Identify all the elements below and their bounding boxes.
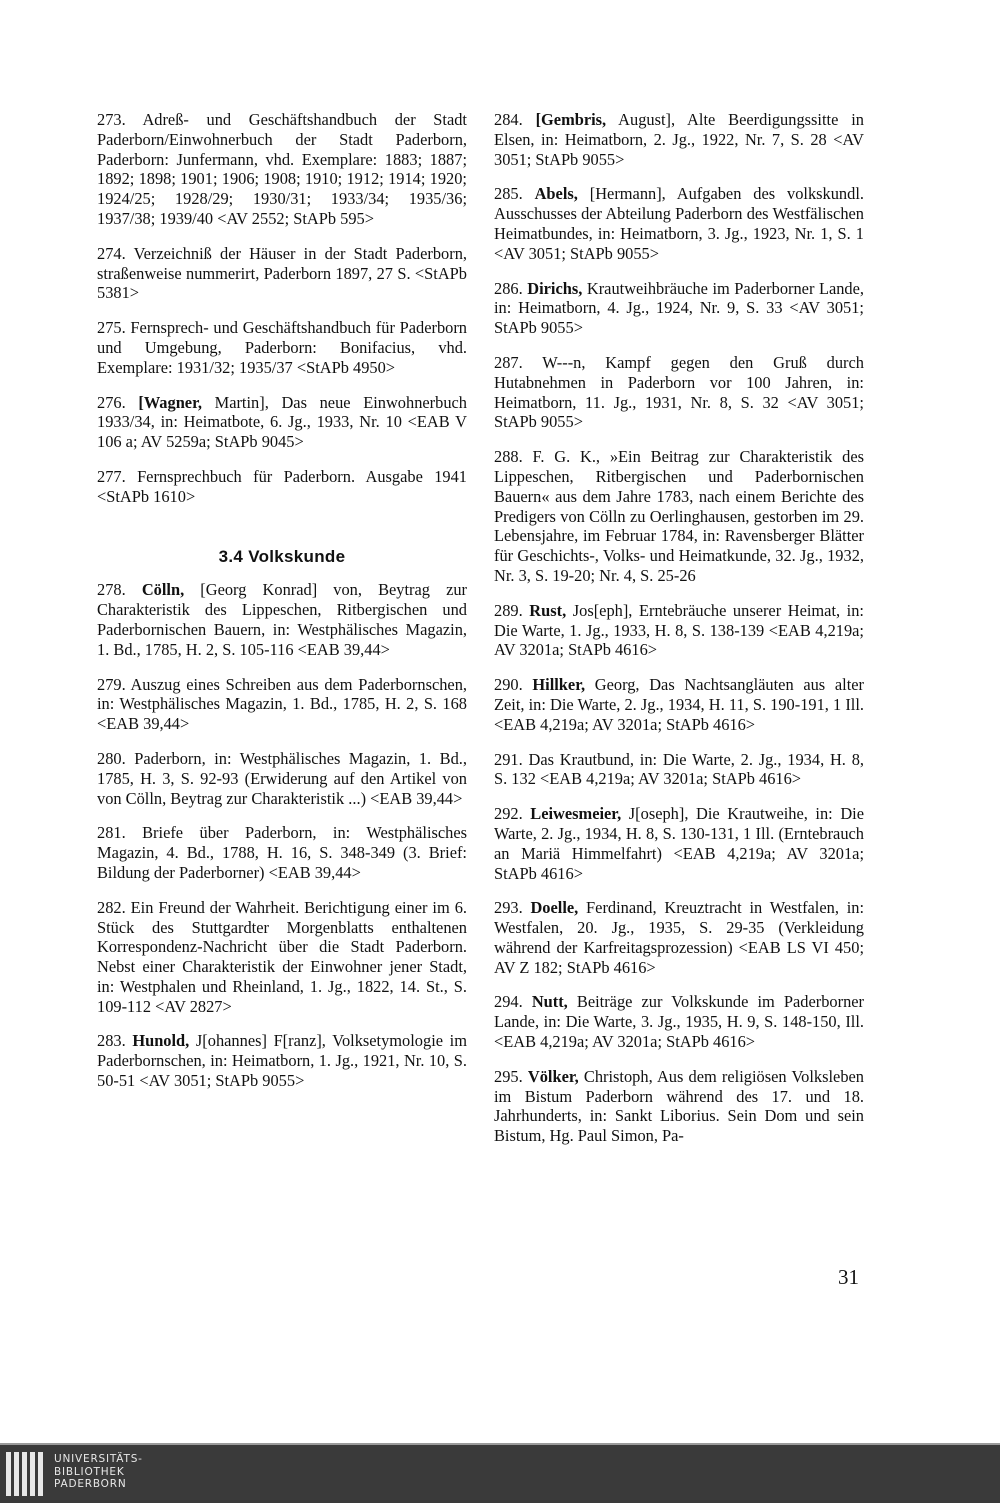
- entry-text: Verzeichniß der Häuser in der Stadt Paderborn, straßenweise nummerirt, Paderborn 1897, 27 S. <StAPb 5381>: [97, 243, 467, 303]
- entry-text: Fernsprech- und Geschäftshandbuch für Paderborn und Umgebung, Paderborn: Bonifacius, vhd. Exemplare: 1931/32; 1935/37 <StAPb 4950>: [97, 318, 467, 377]
- entry-number: 286.: [494, 278, 523, 298]
- entry-number: 274.: [97, 243, 126, 263]
- bibliography-entry: [97, 749, 467, 808]
- entry-text: W---n, Kampf gegen den Gruß durch Hutabnehmen in Paderborn vor 100 Jahren, in: Heimatborn, 11. Jg., 1931, Nr. 8, S. 32 <AV 3051; StAPb 9055>: [494, 352, 864, 432]
- page-number: 31: [838, 1265, 859, 1289]
- entry-number: 291.: [494, 749, 523, 769]
- entry-number: 290.: [494, 675, 523, 695]
- entry-text: J[ohannes] F[ranz], Volksetymologie im Paderbornschen, in: Heimatborn, 1. Jg., 1921, Nr. 10, S. 50-51 <AV 3051; StAPb 9055>: [97, 1031, 467, 1091]
- logo-text: [54, 1453, 143, 1491]
- entry-number: 293.: [494, 898, 523, 918]
- bibliography-entry: [97, 467, 467, 507]
- entry-text: [Georg Konrad] von, Beytrag zur Charakteristik des Lippeschen, Ritbergischen und Paderbornischen Bauern, in: Westphälisches Magazin, 1. Bd., 1785, H. 2, S. 105-116 <EAB 39,44>: [97, 580, 467, 659]
- entry-number: 278.: [97, 580, 126, 600]
- entry-text: Ferdinand, Kreuztracht in Westfalen, in: Westfalen, 20. Jg., 1935, S. 29-35 (Verkleidung während der Karfreitagsprozession) <EAB LS VI 450; AV Z 182; StAPb 4616>: [494, 898, 864, 977]
- entry-number: 295.: [494, 1066, 523, 1086]
- logo-bars-icon: [6, 1452, 46, 1501]
- entry-text: Das Krautbund, in: Die Warte, 2. Jg., 1934, H. 8, S. 132 <EAB 4,219a; AV 3201a; StAPb 4616>: [494, 749, 864, 789]
- section-heading: 3.4 Volkskunde: [218, 546, 346, 566]
- entry-author: Rust,: [529, 600, 567, 620]
- entry-number: 279.: [97, 674, 126, 694]
- logo-line: BIBLIOTHEK: [54, 1465, 125, 1478]
- bibliography-entry: [97, 318, 467, 377]
- bibliography-entry: [97, 580, 467, 659]
- bibliography-entry: [494, 279, 864, 338]
- entry-author: Abels,: [534, 184, 578, 204]
- bibliography-entry: [97, 1031, 467, 1090]
- bibliography-entry: [97, 244, 467, 303]
- bibliography-entry: [494, 804, 864, 883]
- entry-number: 288.: [494, 447, 523, 467]
- bibliography-entry: [494, 447, 864, 586]
- bibliography-entry: [494, 110, 864, 169]
- entry-text: Briefe über Paderborn, in: Westphälisches Magazin, 4. Bd., 1788, H. 16, S. 348-349 (3. Brief: Bildung der Paderborner) <EAB 39,44>: [97, 823, 467, 882]
- entry-number: 284.: [494, 110, 523, 129]
- entry-number: 285.: [494, 184, 523, 204]
- entry-text: Jos[eph], Erntebräuche unserer Heimat, in: Die Warte, 1. Jg., 1933, H. 8, S. 138-139 <EAB 4,219a; AV 3201a; StAPb 4616>: [494, 600, 864, 660]
- bibliography-entry: [494, 898, 864, 977]
- entry-text: August], Alte Beerdigungssitte in Elsen, in: Heimatborn, 2. Jg., 1922, Nr. 7, S. 28 <AV 3051; StAPb 9055>: [494, 110, 864, 169]
- entry-text: F. G. K., »Ein Beitrag zur Charakteristik des Lippeschen, Ritbergischen und Paderbornischen Bauern« aus dem Jahre 1783, nach einem Berichte des Predigers von Cölln zu Oerlinghausen, gestorben im 29. Lebensjahre, im Februar 1784, in: Ravensberger Blätter für Geschichts-, Volks- und Heimatkunde, 32. Jg., 1932, Nr. 3, S. 19-20; Nr. 4, S. 25-26: [494, 447, 864, 585]
- bibliography-entry: [494, 675, 864, 734]
- entry-number: 276.: [97, 392, 126, 412]
- entry-author: Cölln,: [141, 580, 185, 600]
- bibliography-entry: [97, 898, 467, 1017]
- entry-number: 275.: [97, 318, 126, 338]
- entry-number: 292.: [494, 804, 523, 824]
- entry-number: 289.: [494, 600, 523, 620]
- entry-text: [Hermann], Aufgaben des volkskundl. Ausschusses der Abteilung Paderborn des Westfälischen Heimatbundes, in: Heimatborn, 3. Jg., 1923, Nr. 1, S. 1 <AV 3051; StAPb 9055>: [494, 184, 864, 263]
- entry-number: 282.: [97, 897, 126, 917]
- entry-author: [Gembris,: [535, 110, 607, 129]
- right-entries: [494, 110, 864, 1146]
- entry-text: Paderborn, in: Westphälisches Magazin, 1. Bd., 1785, H. 3, S. 92-93 (Erwiderung auf den Artikel von von Cölln, Beytrag zur Charakteristik ...) <EAB 39,44>: [97, 748, 467, 808]
- entry-number: 277.: [97, 466, 126, 486]
- entry-author: Hunold,: [132, 1031, 190, 1051]
- entry-text: Georg, Das Nachtsangläuten aus alter Zeit, in: Die Warte, 2. Jg., 1934, H. 11, S. 190-191, 1 Ill. <EAB 4,219a; AV 3201a; StAPb 4616>: [494, 675, 864, 734]
- logo-line: UNIVERSITÄTS-: [54, 1453, 143, 1465]
- entry-text: Auszug eines Schreiben aus dem Paderbornschen, in: Westphälisches Magazin, 1. Bd., 1785, H. 2, S. 168 <EAB 39,44>: [97, 674, 467, 734]
- entry-number: 294.: [494, 992, 523, 1012]
- entry-text: Adreß- und Geschäftshandbuch der Stadt Paderborn/Einwohnerbuch der Stadt Paderborn, Paderborn: Junfermann, vhd. Exemplare: 1883; 1887; 1892; 1898; 1901; 1906; 1908; 1910; 1912; 1914; 1920; 1924/25; 1928/29; 1930/31; 1933/34; 1935/36; 1937/38; 1939/40 <AV 2552; StAPb 595>: [97, 110, 467, 228]
- entry-author: Völker,: [527, 1066, 579, 1086]
- logo-line: PADERBORN: [54, 1478, 127, 1490]
- entry-number: 281.: [97, 823, 126, 843]
- bibliography-entry: [494, 353, 864, 432]
- bibliography-entry: [494, 1067, 864, 1146]
- bibliography-entry: [97, 393, 467, 452]
- entry-text: Fernsprechbuch für Paderborn. Ausgabe 1941 <StAPb 1610>: [97, 466, 467, 506]
- entry-author: Hillker,: [532, 675, 586, 695]
- entry-author: Doelle,: [530, 898, 579, 918]
- bibliography-entry: [97, 675, 467, 734]
- right-column: [494, 110, 864, 1161]
- left-column: [97, 110, 467, 1106]
- bibliography-entry: [494, 184, 864, 263]
- entry-author: [Wagner,: [138, 392, 202, 412]
- library-logo: [6, 1450, 166, 1500]
- entry-text: Ein Freund der Wahrheit. Berichtigung einer im 6. Stück des Stuttgardter Morgenblatts enthaltenen Korrespondenz-Nachricht über die Stadt Paderborn. Nebst einer Charakteristik der Einwohner jener Stadt, in: Westphalen und Rheinland, 1. Jg., 1822, 14. St., S. 109-112 <AV 2827>: [97, 897, 467, 1016]
- entry-author: Leiwesmeier,: [530, 804, 622, 824]
- entry-author: Dirichs,: [527, 278, 583, 298]
- entry-number: 273.: [97, 110, 126, 129]
- entry-text: J[oseph], Die Krautweihe, in: Die Warte, 2. Jg., 1934, H. 8, S. 130-131, 1 Ill. (Erntebrauch an Mariä Himmelfahrt) <EAB 4,219a; AV 3201a; StAPb 4616>: [494, 804, 864, 883]
- entry-number: 283.: [97, 1031, 126, 1051]
- entry-text: Christoph, Aus dem religiösen Volksleben im Bistum Paderborn während des 17. und 18. Jahrhunderts, in: Sankt Liborius. Sein Dom und sein Bistum, Hg. Paul Simon, Pa-: [494, 1066, 864, 1146]
- entry-text: Krautweihbräuche im Paderborner Lande, in: Heimatborn, 4. Jg., 1924, Nr. 9, S. 33 <AV 3051; StAPb 9055>: [494, 278, 864, 338]
- bibliography-entry: [97, 823, 467, 882]
- entry-text: Martin], Das neue Einwohnerbuch 1933/34, in: Heimatbote, 6. Jg., 1933, Nr. 10 <EAB V 106 a; AV 5259a; StAPb 9045>: [97, 392, 467, 452]
- left-entries-bottom: [97, 580, 467, 1091]
- entry-text: Beiträge zur Volkskunde im Paderborner Lande, in: Die Warte, 3. Jg., 1935, H. 9, S. 148-150, Ill. <EAB 4,219a; AV 3201a; StAPb 4616>: [494, 992, 865, 1052]
- bibliography-entry: [494, 750, 864, 790]
- entry-number: 280.: [97, 748, 126, 768]
- left-entries-top: [97, 110, 467, 507]
- bibliography-entry: [494, 992, 864, 1051]
- bibliography-entry: [97, 110, 467, 229]
- entry-author: Nutt,: [531, 992, 568, 1012]
- entry-number: 287.: [494, 352, 523, 372]
- bibliography-entry: [494, 601, 864, 660]
